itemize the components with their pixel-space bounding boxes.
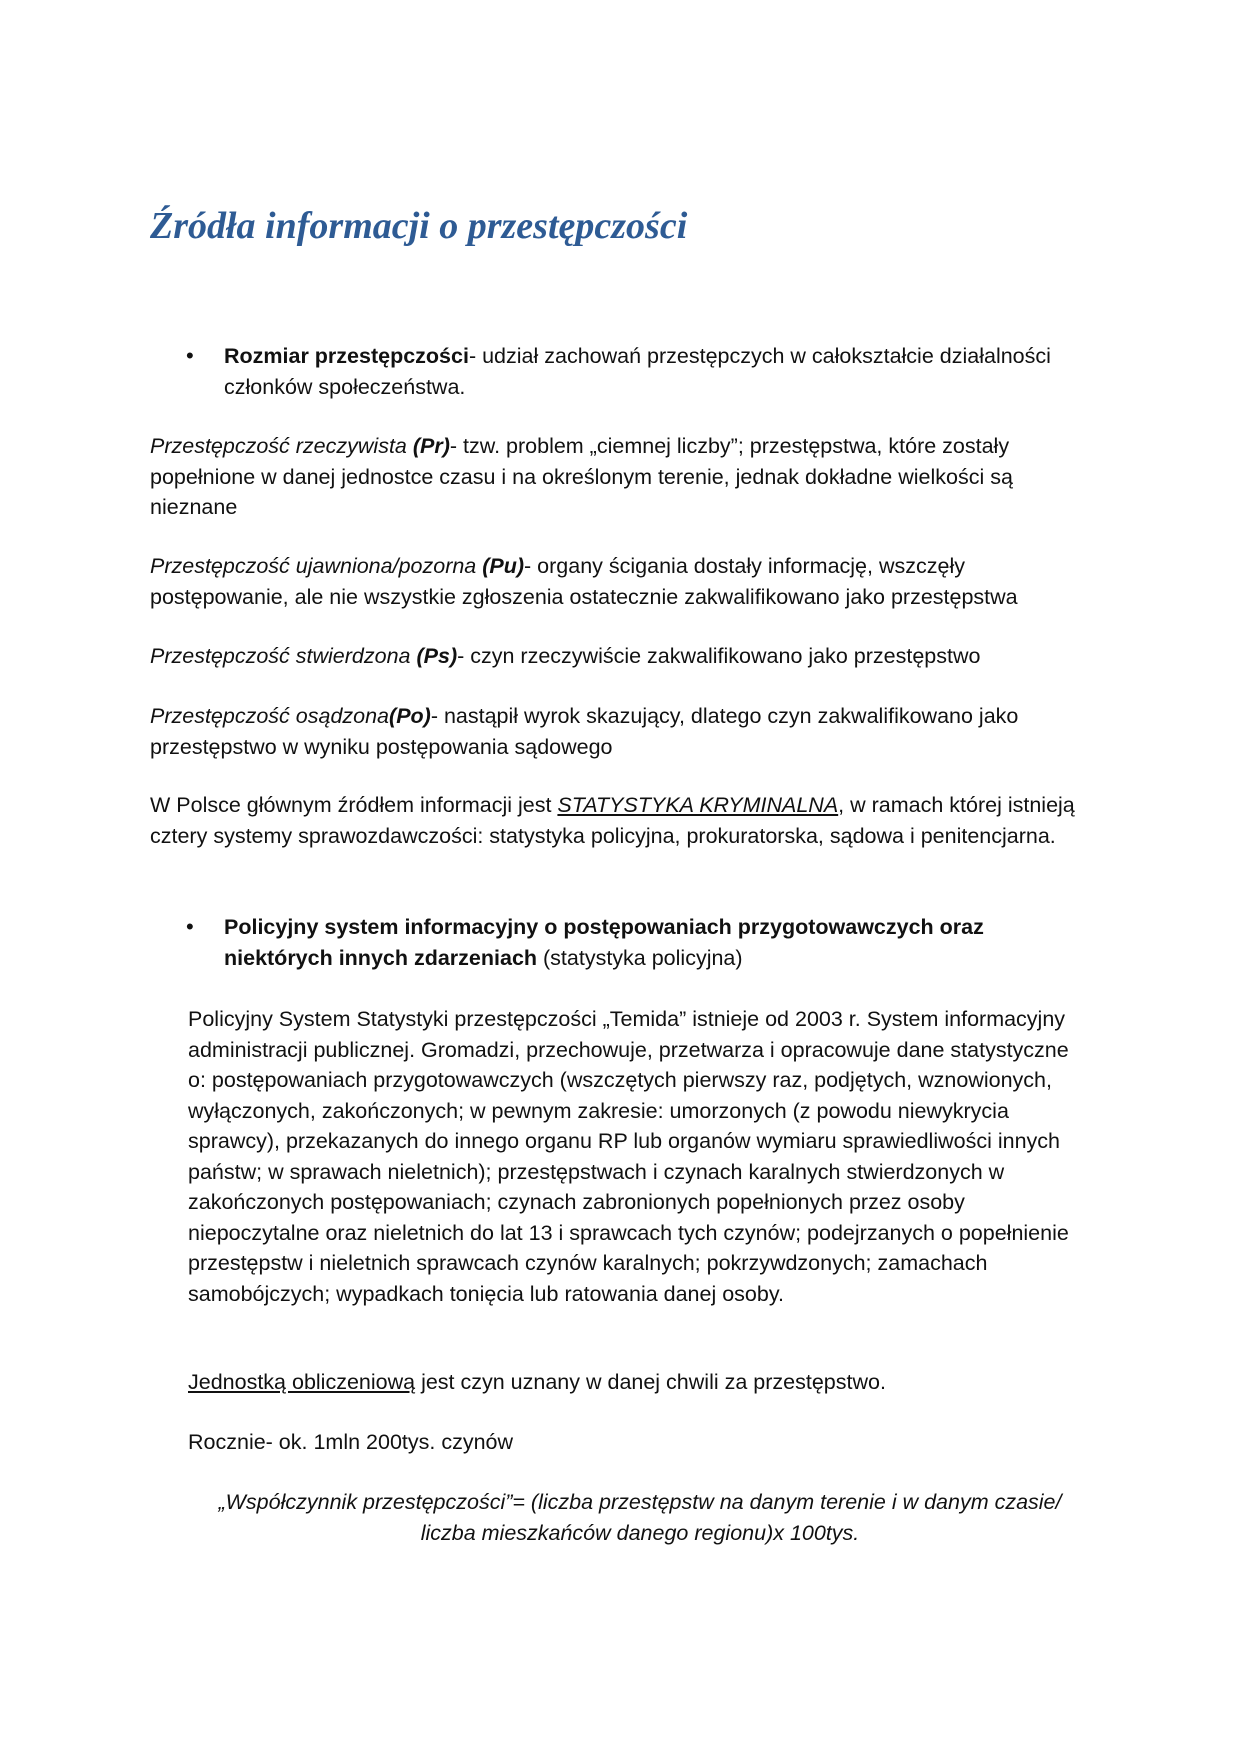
definition-paragraph-pr (150, 431, 1090, 523)
definition-term: Przestępczość osądzona (150, 704, 390, 728)
unit-text: jest czyn uznany w danej chwili za przestępstwo. (415, 1370, 886, 1394)
unit-paragraph (188, 1367, 1088, 1398)
bullet-term: Rozmiar przestępczości (224, 344, 469, 368)
definition-abbr: (Ps) (416, 644, 458, 668)
definition-abbr: (Pr) (412, 434, 450, 458)
bullet-term: Policyjny system informacyjny o postępowaniach przygotowawczych oraz niektórych innych zdarzeniach (224, 915, 984, 970)
statistics-rest: , w ramach której istnieją cztery systemy sprawozdawczości: statystyka policyjna, prokuratorska, sądowa i penitencjarna. (150, 793, 1075, 848)
bullet-icon: • (186, 343, 194, 368)
bullet-icon: • (186, 914, 194, 939)
definition-paragraph-po (150, 701, 1090, 762)
definition-abbr: (Po) (389, 704, 431, 728)
bullet-description: - udział zachowań przestępczych w całokształcie działalności członków społeczeństwa. (224, 344, 1051, 399)
crime-rate-formula (150, 1487, 1130, 1548)
definition-text: - organy ścigania dostały informację, wszczęły postępowanie, ale nie wszystkie zgłoszenia ostatecznie zakwalifikowano jako przestępstwa (150, 554, 1018, 609)
temida-paragraph: Policyjny System Statystyki przestępczości „Temida” istnieje od 2003 r. System informacyjny administracji publicznej. Gromadzi, przechowuje, przetwarza i opracowuje dane statystyczne o: postępowaniach przygotowawczych (wszczętych pierwszy raz, podjętych, wznowionych, wyłączonych, zakończonych; w pewnym zakresie: umorzonych (z powodu niewykrycia sprawcy), przekazanych do innego organu RP lub organów wymiaru sprawiedliwości innych państw; w sprawach nieletnich); przestępstwach i czynach karalnych stwierdzonych w zakończonych postępowaniach; czynach zabronionych popełnionych przez osoby niepoczytalne oraz nieletnich do lat 13 i sprawcach tych czynów; podejrzanych o popełnienie przestępstw i nieletnich sprawcach czynów karalnych; pokrzywdzonych; zamachach samobójczych; wypadkach tonięcia lub ratowania danej osoby. (188, 1007, 1069, 1306)
definition-abbr: (Pu) (482, 554, 525, 578)
definition-paragraph-ps (150, 641, 1130, 672)
definition-paragraph-pu (150, 551, 1090, 612)
formula-line-2: liczba mieszkańców danego regionu)x 100tys. (420, 1520, 860, 1545)
definition-term: Przestępczość stwierdzona (150, 644, 417, 668)
definition-term: Przestępczość rzeczywista (150, 434, 413, 458)
definition-text: - tzw. problem „ciemnej liczby”; przestępstwa, które zostały popełnione w danej jednostce czasu i na określonym terenie, jednak dokładne wielkości są nieznane (150, 434, 1013, 519)
yearly-count: Rocznie- ok. 1mln 200tys. czynów (188, 1430, 514, 1454)
unit-term: Jednostką obliczeniową (188, 1370, 416, 1394)
definition-text: - czyn rzeczywiście zakwalifikowano jako przestępstwo (457, 644, 981, 668)
statystyka-kryminalna-link[interactable]: STATYSTYKA KRYMINALNA (557, 793, 839, 817)
definition-text: - nastąpił wyrok skazujący, dlatego czyn zakwalifikowano jako przestępstwo w wyniku postępowania sądowego (150, 704, 1019, 759)
formula-line-1: „Współczynnik przestępczości”= (liczba przestępstw na danym terenie i w danym czasie/ (218, 1490, 1062, 1514)
statistics-intro: W Polsce głównym źródłem informacji jest (150, 793, 558, 817)
page-title: Źródła informacji o przestępczości (150, 205, 688, 247)
bullet-description: (statystyka policyjna) (537, 945, 743, 970)
statistics-paragraph (150, 790, 1080, 851)
definition-term: Przestępczość ujawniona/pozorna (150, 554, 483, 578)
